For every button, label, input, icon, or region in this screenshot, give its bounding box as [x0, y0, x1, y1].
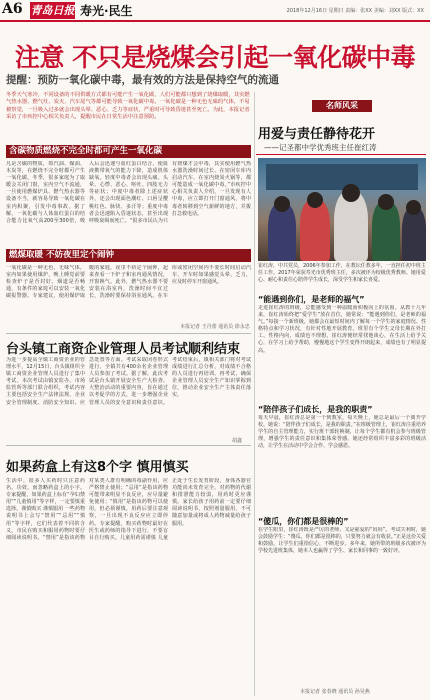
teacher-head: [342, 184, 360, 202]
student-figure: [372, 201, 400, 261]
newspaper-brand-logo: 青岛日报: [30, 4, 75, 17]
student-head: [307, 192, 323, 208]
column-divider: [254, 92, 255, 696]
profile-rule: [256, 154, 426, 155]
headline-medicine-box: 如果药盒上有这8个字 慎用慎买: [6, 460, 189, 475]
student-figure: [300, 199, 330, 261]
profile-body-3: 在学生眼里，崔红涛既是严厉的老师，又是慈爱的“妈妈”。考试失利时，她会鼓励学生：“傻瓜，你们都是很棒的，只要努力就会有收获。”正是这份关爱和鼓励，让学生们重拾信心，不断进步。多年来，她所带的班级多次被评为学校先进班集体，她本人也赢得了学生、家长和同事的一致好评。: [258, 527, 426, 555]
article-byline-exam: 胡鑫: [232, 438, 243, 444]
teacher-with-students-photo: [258, 158, 426, 261]
article-intro: 冬季天气寒冷，不同设备的不同供暖方式都有可能产生一氧化碳，人们可能都只想到了烧煤取暖，其实燃气热水器、燃气灶、炭火、汽车尾气等都可能导致一氧化碳中毒。一氧化碳是一种无色无味的气体，不易被察觉，一旦吸入过多就会出现头晕、恶心、乏力等症状，严重时可导致昏迷甚至死亡。为此，本报记者采访了市疾控中心相关负责人，提醒市民在日常生活中注意预防。: [6, 92, 250, 120]
student-figure: [402, 207, 426, 261]
divider-line: [6, 445, 251, 446]
dateline: 2018年12月16日 星期日 责编：张XX 美编：刘XX 版式：XX: [286, 8, 424, 14]
article-body-carbon: 凡是含碳的物质，如汽油、煤油、木炭等，在燃烧不完全时都可产生一氧化碳。冬季，很多家庭为了取暖会关闭门窗，室内空气不流通，一旦使用燃煤炉具、燃气热水器等设备不当，就容易导致一氧化碳在室内积聚，引发中毒事故。据了解，一氧化碳与人体血红蛋白的结合能力比氧气高200至300倍，吸入后会迅速与血红蛋白结合，使血液携带氧气的能力下降，造成机体缺氧。轻度中毒者会出现头痛、头晕、心悸、恶心、呕吐、四肢无力等症状；中度中毒者除上述症状外，还会出现面色潮红、口唇呈樱桃红色、脉快、多汗等；重度中毒者会迅速陷入昏迷状态，甚至出现呼吸衰竭而死亡。“很多市民认为只有烧煤才会中毒，其实使用燃气热水器洗澡时间过长、在密闭车库内启动汽车、在室内烧炭火锅等，都可能造成一氧化碳中毒。”市疾控中心相关负责人介绍，一旦发现有人中毒，应立即打开门窗通风，将中毒者转移到空气新鲜的地方，并拨打急救电话。: [6, 161, 251, 224]
section-bar-alarm: 燃煤取暖 不妨夜里定个闹钟: [6, 249, 251, 262]
section-bar-carbon: 含碳物质燃烧不完全时都可产生一氧化碳: [6, 145, 251, 158]
famous-teacher-tag: 名师风采: [312, 100, 372, 112]
section-title: 寿光·民生: [80, 4, 133, 18]
student-head: [274, 196, 290, 212]
profile-title: 用爱与责任静待花开: [258, 127, 376, 142]
article-body-medicine: 生活中，很多人买药时只注意药名、功效，而忽略药盒上的小字。专家提醒，如果药盒上标有“孕妇禁用”“儿童慎用”等字样，一定要慎重选择。谨慎购买 谨慎服用 一些药物说明书上会写“禁用”“忌用”“慎用”等字样，它们代表着不同的含义，市民在购买和服用药物时要仔细阅读说明书。“禁用”是指该药物对某类人群有明确的毒副作用，应严格禁止使用；“忌用”是指该药物可能带来明显不良反应，应尽量避免使用；“慎用”是指该药物可以使用，但必须谨慎，用药后要注意观察，一旦出现不良反应应立即停药。专家提醒，购买药物时最好在医生或药师的指导下进行，不要盲目自行购买。儿童用药需谨慎 儿童正处于生长发育阶段，身体各器官功能尚未发育完全，对药物的代谢和排泄能力较弱，用药时更应谨慎。家长给孩子用药前一定要仔细阅读说明书，按照剂量服用，不可随意加量或将成人药物减量给孩子服用。: [6, 478, 251, 541]
page-number: A6: [2, 1, 23, 17]
classroom-blackboard: [266, 164, 418, 190]
headline-taitou-exam: 台头镇工商资企业管理人员考试顺利结束: [6, 342, 241, 357]
profile-body-2: 每天早晨，崔红涛总是第一个到教室，每天晚上，她总是最后一个离开学校。她说：“陪伴孩子们成长，是我的职责。”在班级管理上，崔红涛注重培养学生的自主管理能力，实行班干部轮换制，让每个学生都有机会参与班级管理，增强学生的责任意识和集体荣誉感。她还经常组织丰富多彩的班级活动，让学生在活动中学会合作、学会感恩。: [258, 415, 426, 450]
student-head: [378, 194, 394, 210]
profile-section-heading-1: “能遇到你们，是老师的福气”: [258, 295, 365, 304]
article-byline-alarm: 本报记者 王丹蕾 通讯员 徐永忠: [180, 324, 250, 330]
profile-body-1: 走进崔红涛的班级，总能感受到一种温暖而积极向上的氛围。从教十几年来，崔红涛始终把“爱学生”放在首位，她常说：“能遇到你们，是老师的福气。”每接一个新班级，她都会在最短时间内了解每一个学生的家庭情况、性格特点和学习状况，有针对性地开展教育。班里有个学生父母长期在外打工，性格内向，成绩也不理想，崔红涛便经常找他谈心，在生活上给予关心，在学习上给予帮助，慢慢地这个学生变得开朗起来，成绩也有了明显提高。: [258, 305, 426, 354]
divider-line: [6, 333, 251, 334]
article-body-alarm: 一氧化碳是一种无色、无味气体，室内如果使用煤炉，晚上睡觉前要检查炉子是否封好、烟道是否畅通，有条件的家庭可以安装一氧化碳报警器。专家建议，使用煤炉取暖的家庭，夜里不妨定个闹钟，起来查看一下炉子和室内通风情况，开窗换气。此外，燃气热水器不要安装在浴室内，洗澡时间不宜过长，洗澡时要保持浴室通风。在车库或密闭空间内不要长时间启动汽车，开车时如果感觉头晕、乏力，应及时停车开窗通风。: [6, 265, 251, 300]
student-head: [406, 200, 421, 215]
profile-section-heading-2: “陪伴孩子们成长，是我的职责”: [258, 405, 373, 414]
profile-section-heading-3: “傻瓜，你们都是很棒的”: [258, 517, 349, 526]
photo-caption: 崔红涛，中共党员，2006年参加工作，在教坛任教多年，一直担任初中班主任工作。2017年荣获寿光市优秀班主任，多次被评为校级优秀教师。她用爱心、耐心和责任心陪伴学生成长，深受学生和家长喜爱。: [258, 263, 426, 283]
profile-byline: 本报记者 张春晓 通讯员 孙昊燕: [300, 689, 370, 695]
masthead: [0, 0, 430, 22]
main-headline: 注意 不只是烧煤会引起一氧化碳中毒: [14, 43, 416, 72]
main-subheadline: 提醒：预防一氧化碳中毒，最有效的方法是保持空气的流通: [6, 74, 279, 86]
article-body-exam: 为进一步提高全镇工商资企业的管理水平，12月15日，台头镇组织全镇工商资企业管理人员进行了集中考试。本次考试由镇安监办、市场监管所等部门联合组织，考试内容主要包括安全生产法律法规、企业安全管理制度、消防安全知识、应急处置等方面。考试采取闭卷形式进行，全镇共有400余名企业管理人员参加了考试。据了解，此次考试是台头镇开展安全生产大检查、大整治活动的重要内容，旨在通过以考促学的方式，进一步增强企业管理人员的安全意识和责任意识。考试结束后，镇相关部门将对考试成绩进行汇总分析，对成绩不合格的人员进行再培训、再考试，确保企业管理人员安全生产知识掌握到位，推动企业安全生产主体责任落实。: [6, 357, 251, 406]
profile-subtitle: ——记圣都中学优秀班主任崔红涛: [264, 143, 377, 152]
